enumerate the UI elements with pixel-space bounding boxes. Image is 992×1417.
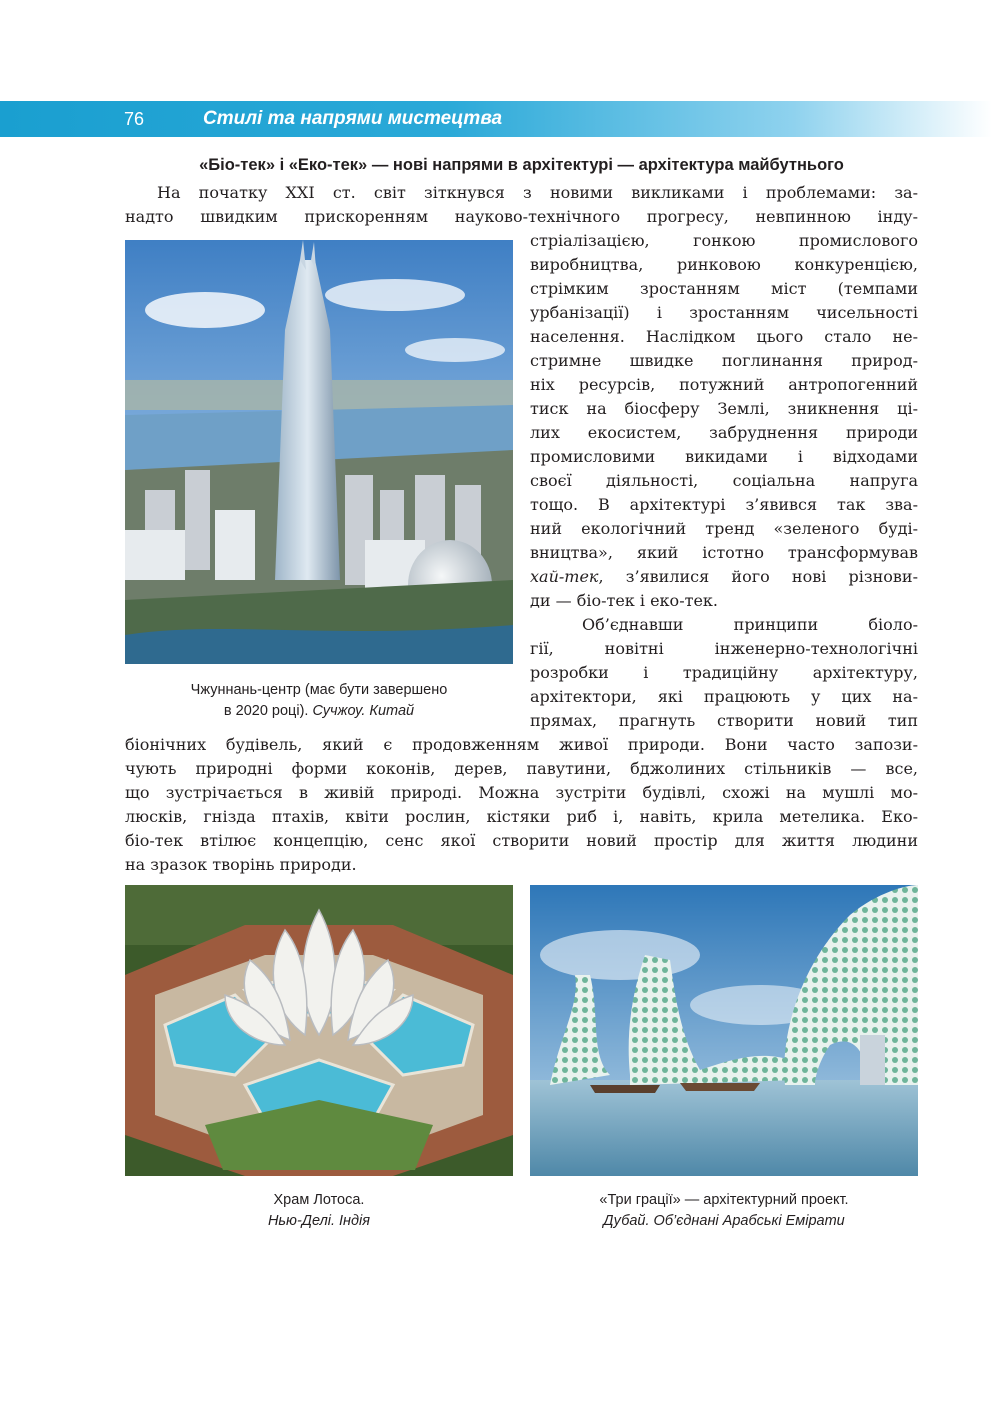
- text-line: На початку XXI ст. світ зіткнувся з новими викликами і проблемами: за-: [157, 183, 918, 202]
- intro-paragraph: [125, 181, 918, 229]
- text-line: стримне швидке поглинання природ-: [530, 351, 918, 370]
- text-line: промисловими викидами і відходами: [530, 447, 918, 466]
- caption-place: Нью-Делі. Індія: [267, 1213, 371, 1229]
- lotus-temple-photo: [125, 885, 513, 1176]
- text-line: населення. Наслідком цього стало не-: [530, 327, 918, 346]
- text-line: лих екосистем, забруднення природи: [530, 423, 918, 442]
- lotus-caption: [125, 1190, 513, 1232]
- text-line: на зразок творінь природи.: [125, 855, 357, 874]
- text-line: тощо. В архітектурі з’явився так зва-: [530, 495, 918, 514]
- section-heading: «Біо-тек» і «Еко-тек» — нові напрями в архітектурі — архітектура майбутнього: [199, 156, 844, 174]
- text-line: чують природні форми коконів, дерев, павутини, бджолиних стільників — все,: [125, 759, 918, 778]
- caption-line: [125, 701, 513, 722]
- text-line: тиск на біосферу Землі, зникнення ці-: [530, 399, 918, 418]
- text-line: біо-тек втілює концепцію, сенс якої створити новий простір для життя людини: [125, 831, 918, 850]
- tower-caption: [125, 680, 513, 722]
- text-fragment: , з’явилися його нові різнови-: [598, 567, 918, 586]
- text-line: архітектори, які працюють у цих на-: [530, 687, 918, 706]
- text-line: ний екологічний тренд «зеленого буді-: [530, 519, 918, 538]
- three-graces-caption: [530, 1190, 918, 1232]
- bottom-paragraph: [125, 733, 918, 877]
- text-line: стріалізацією, гонкою промислового: [530, 231, 918, 250]
- text-line: ди — біо-тек і еко-тек.: [530, 591, 718, 610]
- caption-line: Чжуннань-центр (має бути завершено: [190, 682, 448, 698]
- text-line: гії, новітні інженерно-технологічні: [530, 639, 918, 658]
- three-graces-photo: [530, 885, 918, 1176]
- text-line: стрімким зростанням міст (темпами: [530, 279, 918, 298]
- caption-place: Дубай. Об’єднані Арабські Емірати: [603, 1213, 845, 1229]
- text-line: що зустрічається в живій природі. Можна зустріти будівлі, схожі на мушлі мо-: [125, 783, 918, 802]
- page-number: 76: [124, 109, 145, 129]
- caption-line: Храм Лотоса.: [273, 1192, 365, 1208]
- text-line: люсків, гнізда птахів, квіти рослин, кістяки риб і, навіть, крила метелика. Еко-: [125, 807, 918, 826]
- text-line: розробки і традиційну архітектуру,: [530, 663, 918, 682]
- text-line: біонічних будівель, який є продовженням живої природи. Вони часто запози-: [125, 735, 918, 754]
- term-high-tech: хай-тек: [530, 567, 599, 586]
- caption-place: Сучжоу. Китай: [312, 703, 415, 719]
- text-line: прямах, прагнуть створити новий тип: [530, 711, 918, 730]
- text-line: Об’єднавши принципи біоло-: [582, 615, 918, 634]
- text-line: своєї діяльності, соціальна напруга: [530, 471, 918, 490]
- text-line: вництва», який істотно трансформував: [530, 543, 918, 562]
- text-line: урбанізації) і зростанням чисельності: [530, 303, 918, 322]
- text-line: надто швидким прискоренням науково-технічного прогресу, невпинною інду-: [125, 207, 918, 226]
- text-line: виробництва, ринковою конкуренцією,: [530, 255, 918, 274]
- text-line: [530, 565, 918, 589]
- caption-line: «Три грації» — архітектурний проект.: [599, 1192, 849, 1208]
- side-column-text: [530, 229, 918, 733]
- running-title: Стилі та напрями мистецтва: [203, 108, 503, 129]
- tower-photo: [125, 240, 513, 664]
- caption-text: в 2020 році).: [223, 703, 313, 719]
- text-line: ніх ресурсів, потужний антропогенний: [530, 375, 918, 394]
